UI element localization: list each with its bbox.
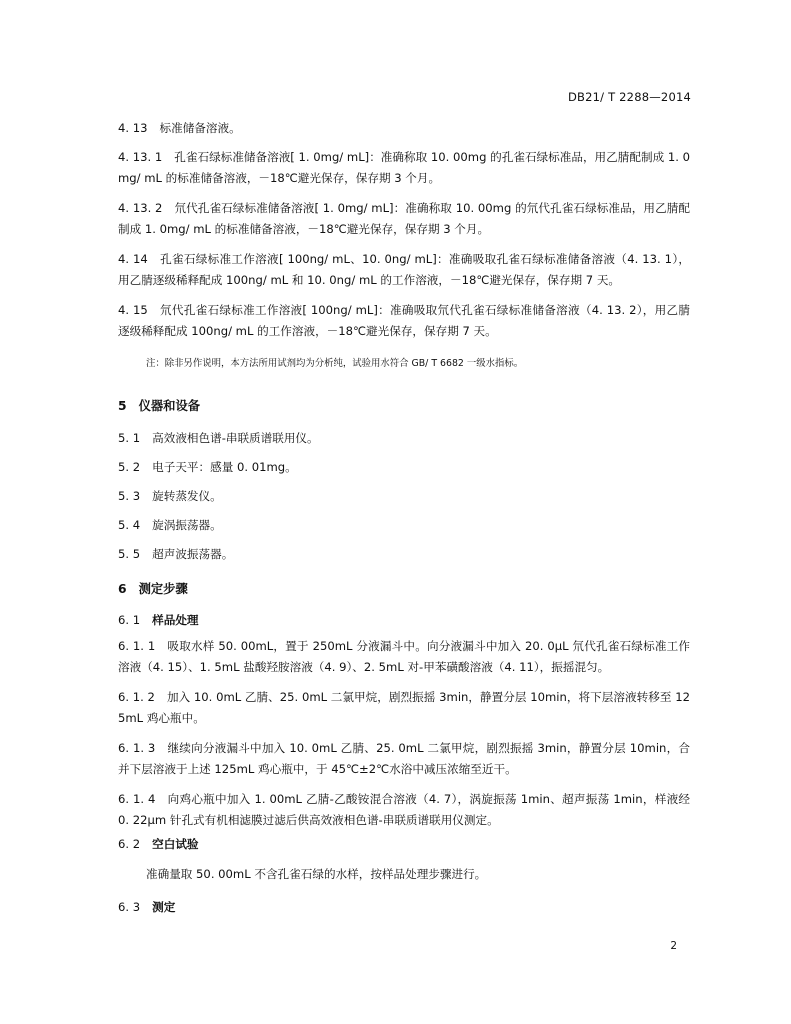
clause-text: 氘代孔雀石绿标准工作溶液[ 100ng/ mL]：准确吸取氘代孔雀石绿标准储备溶液（4. 13. 2），用乙腈逐级稀释配成 100ng/ mL 的工作溶液，－18℃避光保存，保存期 7 天。 [118, 303, 690, 338]
clause-6-1-4 [118, 789, 690, 831]
clause-6-1-3 [118, 738, 690, 780]
clause-number: 5. 2 [118, 460, 141, 474]
page-number: 2 [670, 940, 677, 952]
clause-text: 向鸡心瓶中加入 1. 00mL 乙腈-乙酸铵混合溶液（4. 7），涡旋振荡 1min、超声振荡 1min，样液经 0. 22μm 针孔式有机相滤膜过滤后供高效液相色谱-串联质谱联用仪测定。 [118, 792, 691, 827]
clause-number: 4. 13. 2 [118, 201, 163, 215]
clause-text: 高效液相色谱-串联质谱联用仪。 [152, 431, 319, 445]
clause-number: 4. 15 [118, 303, 148, 317]
section-title: 样品处理 [152, 613, 199, 627]
clause-text: 标准储备溶液。 [159, 121, 241, 135]
clause-text: 加入 10. 0mL 乙腈、25. 0mL 二氯甲烷，剧烈振摇 3min，静置分层 10min，将下层溶液转移至 125mL 鸡心瓶中。 [118, 690, 690, 725]
clause-text: 孔雀石绿标准储备溶液[ 1. 0mg/ mL]：准确称取 10. 00mg 的孔雀石绿标准品，用乙腈配制成 1. 0mg/ mL 的标准储备溶液，－18℃避光保存，保存期 3 个月。 [118, 150, 690, 185]
clause-text: 孔雀石绿标准工作溶液[ 100ng/ mL、10. 0ng/ mL]：准确吸取孔雀石绿标准储备溶液（4. 13. 1），用乙腈逐级稀释配成 100ng/ mL 和 10. 0ng/ mL 的工作溶液，－18℃避光保存，保存期 7 天。 [118, 252, 690, 287]
clause-number: 4. 14 [118, 252, 148, 266]
chapter-number: 6 [118, 582, 127, 596]
clause-number: 5. 1 [118, 431, 141, 445]
clause-text: 继续向分液漏斗中加入 10. 0mL 乙腈、25. 0mL 二氯甲烷，剧烈振摇 3min，静置分层 10min，合并下层溶液于上述 125mL 鸡心瓶中，于 45℃±2℃水浴中减压浓缩至近干。 [118, 741, 690, 776]
clause-number: 5. 4 [118, 518, 141, 532]
clause-5-5 [118, 544, 690, 565]
clause-text: 超声波振荡器。 [152, 547, 234, 561]
clause-5-4 [118, 515, 690, 536]
clause-4-14 [118, 249, 690, 291]
chapter-number: 5 [118, 399, 127, 413]
clause-6-2-text: 准确量取 50. 00mL 不含孔雀石绿的水样，按样品处理步骤进行。 [146, 867, 487, 881]
section-title: 测定 [152, 900, 176, 914]
chapter-title: 测定步骤 [138, 582, 188, 596]
clause-number: 6. 1. 1 [118, 639, 156, 653]
section-title: 空白试验 [152, 837, 199, 851]
chapter-title: 仪器和设备 [138, 399, 201, 413]
standard-code: DB21/ T 2288—2014 [567, 90, 691, 104]
chapter-6-heading [118, 579, 690, 597]
clause-number: 5. 5 [118, 547, 141, 561]
section-6-3-heading [118, 899, 690, 915]
clause-4-13-1 [118, 147, 690, 189]
reagent-note: 注：除非另作说明，本方法所用试剂均为分析纯，试验用水符合 GB/ T 6682 一级水指标。 [146, 358, 524, 369]
clause-text: 旋涡振荡器。 [152, 518, 222, 532]
section-number: 6. 3 [118, 900, 141, 914]
clause-5-1 [118, 428, 690, 449]
section-number: 6. 2 [118, 837, 141, 851]
clause-text: 电子天平：感量 0. 01mg。 [152, 460, 297, 474]
clause-6-1-2 [118, 687, 690, 729]
clause-5-3 [118, 486, 690, 507]
clause-number: 6. 1. 3 [118, 741, 156, 755]
clause-5-2 [118, 457, 690, 478]
section-6-1-heading [118, 612, 690, 628]
clause-text: 旋转蒸发仪。 [152, 489, 222, 503]
chapter-5-heading [118, 396, 690, 414]
clause-4-13 [118, 118, 690, 139]
clause-number: 4. 13. 1 [118, 150, 163, 164]
clause-text: 氘代孔雀石绿标准储备溶液[ 1. 0mg/ mL]：准确称取 10. 00mg 的氘代孔雀石绿标准品，用乙腈配制成 1. 0mg/ mL 的标准储备溶液，－18℃避光保存，保存期 3 个月。 [118, 201, 690, 236]
clause-text: 吸取水样 50. 00mL，置于 250mL 分液漏斗中。向分液漏斗中加入 20. 0μL 氘代孔雀石绿标准工作溶液（4. 15）、1. 5mL 盐酸羟胺溶液（4. 9）、2. 5mL 对-甲苯磺酸溶液（4. 11），振摇混匀。 [118, 639, 690, 674]
clause-4-13-2 [118, 198, 690, 240]
clause-number: 4. 13 [118, 121, 148, 135]
section-number: 6. 1 [118, 613, 141, 627]
section-6-2-heading [118, 836, 690, 852]
clause-4-15 [118, 300, 690, 342]
clause-number: 5. 3 [118, 489, 141, 503]
document-body [118, 118, 690, 915]
clause-number: 6. 1. 4 [118, 792, 156, 806]
clause-number: 6. 1. 2 [118, 690, 155, 704]
clause-6-1-1 [118, 636, 690, 678]
